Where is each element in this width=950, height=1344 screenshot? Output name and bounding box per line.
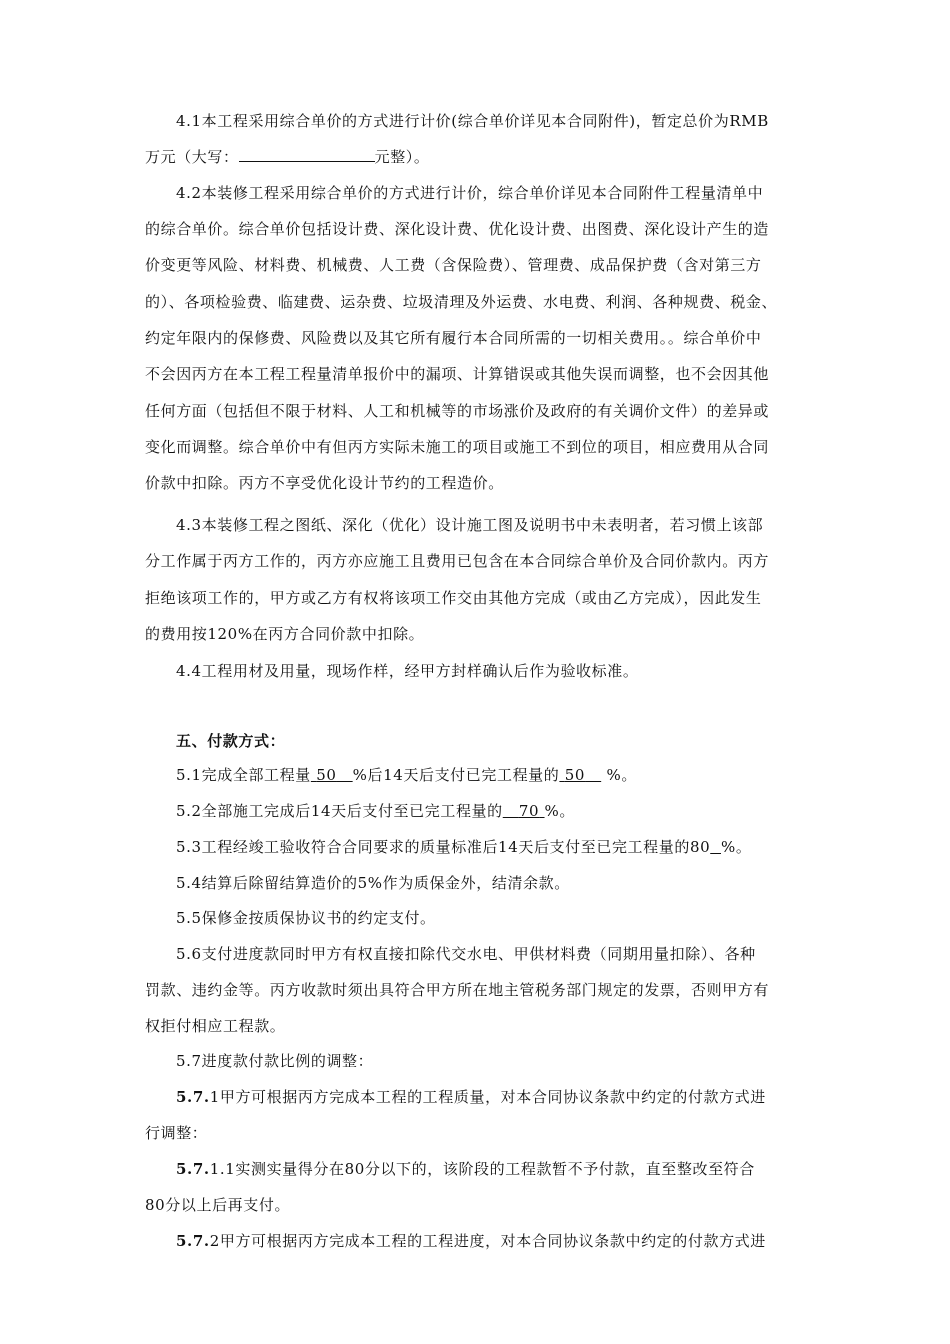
clause-5-1-value-2 xyxy=(559,766,601,784)
clause-4-2-line: 4.2本装修工程采用综合单价的方式进行计价，综合单价详见本合同附件工程量清单中 xyxy=(176,184,764,202)
clause-4-2-line: 的综合单价。综合单价包括设计费、深化设计费、优化设计费、出图费、深化设计产生的造 xyxy=(145,220,770,238)
clause-4-1-amount-suffix: 元整）。 xyxy=(374,148,430,166)
clause-4-1-amount-prefix: 万元（大写： xyxy=(145,148,239,166)
clause-5-2-value-text: 70 xyxy=(518,802,540,820)
clause-5-1-text-c: %。 xyxy=(606,766,637,784)
clause-4-3-line: 拒绝该项工作的，甲方或乙方有权将该项工作交由其他方完成（或由乙方完成），因此发生 xyxy=(145,589,762,607)
clause-5-7: 5.7进度款付款比例的调整： xyxy=(176,1052,374,1070)
clause-5-7-2-line-1 xyxy=(176,1230,766,1251)
clause-4-2-line: 任何方面（包括但不限于材料、人工和机械等的市场涨价及政府的有关调价文件）的差异或 xyxy=(145,402,770,420)
clause-4-3-line: 分工作属于丙方工作的，丙方亦应施工且费用已包含在本合同综合单价及合同价款内。丙方 xyxy=(145,552,770,570)
clause-5-7-1-1-text: 1.1实测实量得分在80分以下的，该阶段的工程款暂不予付款，直至整改至符合 xyxy=(209,1160,755,1178)
clause-4-1-line-2 xyxy=(145,146,430,167)
clause-5-1-value-1-text: 50 xyxy=(316,766,337,784)
section-5-heading: 五、付款方式： xyxy=(176,732,286,750)
clause-4-2-line: 价款中扣除。丙方不享受优化设计节约的工程造价。 xyxy=(145,474,504,492)
clause-5-6-line: 权拒付相应工程款。 xyxy=(145,1017,286,1035)
clause-4-4: 4.4工程用材及用量，现场作样，经甲方封样确认后作为验收标准。 xyxy=(176,662,639,680)
clause-5-6-line: 罚款、违约金等。丙方收款时须出具符合甲方所在地主管税务部门规定的发票，否则甲方有 xyxy=(145,981,770,999)
clause-5-7-1-text: 1甲方可根据丙方完成本工程的工程质量，对本合同协议条款中约定的付款方式进 xyxy=(209,1088,766,1106)
clause-5-2-text-a: 5.2全部施工完成后14天后支付至已完工程量的 xyxy=(176,802,503,820)
clause-5-2-value xyxy=(503,802,545,820)
clause-5-7-1-1-line-1 xyxy=(176,1158,755,1179)
clause-5-3-text-a: 5.3工程经竣工验收符合合同要求的质量标准后14天后支付至已完工程量的80 xyxy=(176,838,711,856)
clause-4-2-line: 不会因丙方在本工程工程量清单报价中的漏项、计算错误或其他失误而调整，也不会因其他 xyxy=(145,365,770,383)
clause-4-2-line: 变化而调整。综合单价中有但丙方实际未施工的项目或施工不到位的项目，相应费用从合同 xyxy=(145,438,770,456)
clause-4-2-line: 价变更等风险、材料费、机械费、人工费（含保险费）、管理费、成品保护费（含对第三方 xyxy=(145,256,762,274)
clause-4-3-line: 4.3本装修工程之图纸、深化（优化）设计施工图及说明书中未表明者，若习惯上该部 xyxy=(176,516,764,534)
clause-4-2-line: 的）、各项检验费、临建费、运杂费、垃圾清理及外运费、水电费、利润、各种规费、税金、 xyxy=(145,293,778,311)
clause-5-2 xyxy=(176,800,575,821)
clause-4-2-line: 约定年限内的保修费、风险费以及其它所有履行本合同所需的一切相关费用。。综合单价中 xyxy=(145,329,762,347)
clause-5-7-1-number: 5.7. xyxy=(176,1088,210,1106)
clause-5-1-value-1 xyxy=(311,766,353,784)
clause-5-7-2-number: 5.7. xyxy=(176,1232,210,1250)
clause-5-3-blank xyxy=(710,838,721,856)
clause-5-4: 5.4结算后除留结算造价的5%作为质保金外，结清余款。 xyxy=(176,874,570,892)
clause-5-7-1-line-1 xyxy=(176,1086,766,1107)
clause-5-3 xyxy=(176,836,751,857)
clause-5-1-text-b: %后14天后支付已完工程量的 xyxy=(352,766,560,784)
clause-4-1-line-1: 4.1本工程采用综合单价的方式进行计价(综合单价详见本合同附件)，暂定总价为RMB xyxy=(176,112,769,130)
clause-5-6-line: 5.6支付进度款同时甲方有权直接扣除代交水电、甲供材料费（同期用量扣除）、各种 xyxy=(176,945,756,963)
clause-5-5: 5.5保修金按质保协议书的约定支付。 xyxy=(176,909,436,927)
clause-5-1-text-a: 5.1完成全部工程量 xyxy=(176,766,311,784)
clause-5-1-value-2-text: 50 xyxy=(564,766,586,784)
clause-5-7-1-1-line-2: 80分以上后再支付。 xyxy=(145,1196,291,1214)
clause-5-1 xyxy=(176,764,637,785)
clause-5-7-2-text: 2甲方可根据丙方完成本工程的工程进度，对本合同协议条款中约定的付款方式进 xyxy=(209,1232,766,1250)
clause-5-3-text-c: %。 xyxy=(720,838,752,856)
clause-5-7-1-1-number: 5.7. xyxy=(176,1160,210,1178)
clause-5-7-1-line-2: 行调整： xyxy=(145,1124,208,1142)
clause-5-2-text-c: %。 xyxy=(544,802,575,820)
amount-in-words-blank xyxy=(239,147,375,162)
clause-4-3-line: 的费用按120%在丙方合同价款中扣除。 xyxy=(145,625,425,643)
